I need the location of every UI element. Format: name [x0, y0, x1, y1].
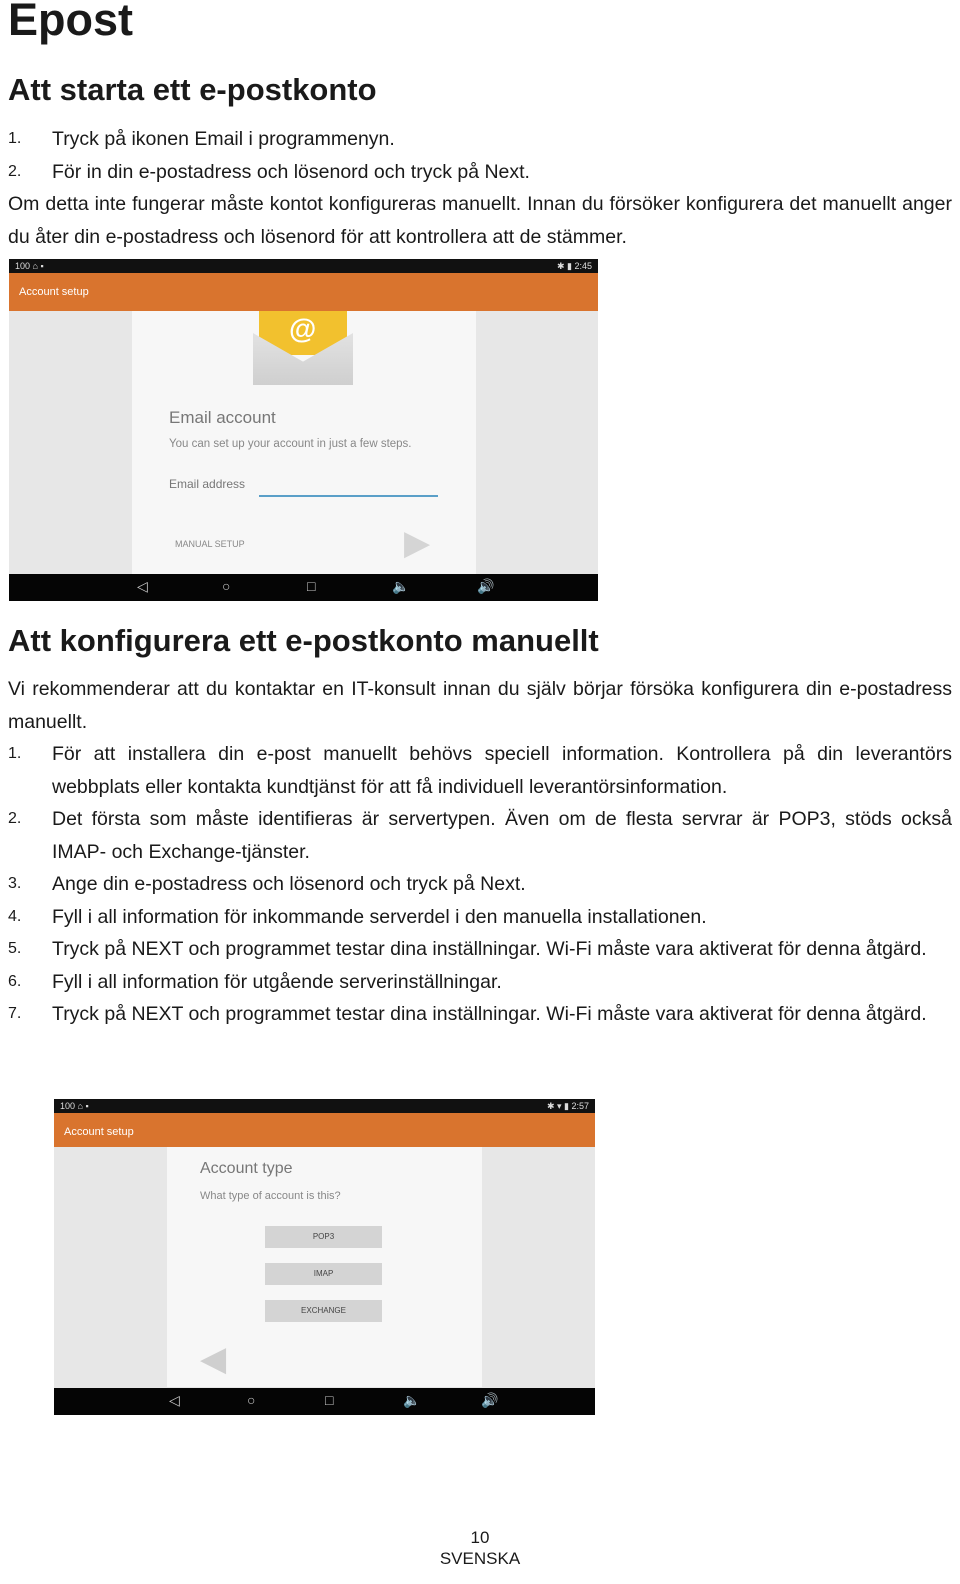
- recents-icon[interactable]: □: [325, 1392, 334, 1408]
- setup-card: [167, 1147, 482, 1387]
- list-item: [8, 933, 952, 966]
- step-text: För in din e-postadress och lösenord och tryck på Next.: [52, 160, 530, 183]
- recents-icon[interactable]: □: [307, 578, 316, 594]
- back-icon[interactable]: ◁: [169, 1392, 180, 1408]
- status-icons-right: ✱ ▾ ▮ 2:57: [546, 1101, 589, 1111]
- list-item: [8, 998, 952, 1031]
- manual-note: Om detta inte fungerar måste kontot konfigureras manuellt. Innan du försöker konfigurera det manuellt anger du åter din e-postadress och lösenord för att kontrollera att de stämmer.: [8, 193, 952, 248]
- page-number: 10: [470, 1528, 490, 1547]
- footer-language: SVENSKA: [439, 1549, 521, 1568]
- volume-up-icon[interactable]: 🔊: [477, 578, 495, 594]
- status-bar: [9, 259, 598, 273]
- status-icons-right: ✱ ▮ 2:45: [556, 261, 592, 271]
- app-bar: [9, 273, 598, 311]
- status-bar: [54, 1099, 595, 1113]
- volume-up-icon[interactable]: 🔊: [481, 1392, 499, 1408]
- status-icons-left: 100 ⌂ ▪: [15, 261, 44, 271]
- section2-steps: [8, 738, 952, 1031]
- section1-heading: Att starta ett e-postkonto: [8, 72, 377, 107]
- status-icons-left: 100 ⌂ ▪: [60, 1101, 89, 1111]
- section2-intro: Vi rekommenderar att du kontaktar en IT-konsult innan du själv börjar försöka konfigurera din e-postadress manuellt.: [8, 678, 952, 733]
- step-number: 2.: [8, 162, 22, 180]
- step-text: Fyll i all information för inkommande serverdel i den manuella installationen.: [52, 905, 707, 928]
- imap-button[interactable]: IMAP: [265, 1263, 382, 1285]
- back-icon[interactable]: ◁: [137, 578, 148, 594]
- page-title: Epost: [8, 0, 134, 45]
- step-text: Tryck på NEXT och programmet testar dina inställningar. Wi-Fi måste vara aktiverat för denna åtgärd.: [52, 1003, 927, 1025]
- email-input[interactable]: [259, 495, 438, 497]
- envelope-icon: [253, 311, 353, 389]
- step-text: Ange din e-postadress och lösenord och tryck på Next.: [52, 873, 526, 895]
- step-number: 6.: [8, 972, 22, 990]
- step-text: För att installera din e-post manuellt behövs speciell information. Kontrollera på din leverantörs webbplats eller kontakta kundtjänst för att få individuell leverantörsinformation.: [52, 743, 952, 798]
- app-bar-title: Account setup: [19, 286, 89, 298]
- manual-setup-button[interactable]: MANUAL SETUP: [175, 539, 245, 549]
- step-number: 4.: [8, 907, 22, 925]
- home-icon[interactable]: ○: [247, 1392, 256, 1408]
- navigation-bar: [9, 574, 598, 601]
- list-item: [8, 901, 952, 934]
- step-number: 1.: [8, 745, 22, 762]
- card-subtitle: What type of account is this?: [200, 1190, 341, 1202]
- email-label: Email address: [169, 477, 246, 491]
- card-subtitle: You can set up your account in just a few steps.: [169, 438, 412, 450]
- step-number: 1.: [8, 130, 22, 147]
- email-setup-screenshot: [9, 259, 598, 601]
- list-item: [8, 156, 952, 189]
- step-text: Det första som måste identifieras är servertypen. Även om de flesta servrar är POP3, stöds också IMAP- och Exchange-tjänster.: [52, 808, 952, 863]
- list-item: [8, 738, 952, 803]
- volume-down-icon[interactable]: 🔈: [403, 1392, 421, 1408]
- list-item: [8, 803, 952, 868]
- list-item: [8, 966, 952, 999]
- list-item: [8, 123, 952, 156]
- app-bar: [54, 1113, 595, 1147]
- section2-heading: Att konfigurera ett e-postkonto manuellt: [8, 623, 599, 658]
- next-icon[interactable]: ▶: [404, 524, 431, 562]
- navigation-bar: [54, 1388, 595, 1415]
- step-text: Tryck på NEXT och programmet testar dina inställningar. Wi-Fi måste vara aktiverat för denna åtgärd.: [52, 938, 927, 960]
- setup-card: [132, 311, 476, 574]
- app-bar-title: Account setup: [64, 1126, 134, 1138]
- section1-steps: [8, 123, 952, 188]
- step-number: 5.: [8, 940, 22, 957]
- card-title: Email account: [169, 408, 276, 427]
- step-number: 2.: [8, 810, 22, 827]
- list-item: [8, 868, 952, 901]
- step-number: 7.: [8, 1005, 22, 1022]
- home-icon[interactable]: ○: [222, 578, 231, 594]
- step-text: Tryck på ikonen Email i programmenyn.: [52, 128, 395, 150]
- back-arrow-icon[interactable]: ◀: [200, 1340, 227, 1378]
- step-text: Fyll i all information för utgående serverinställningar.: [52, 970, 502, 993]
- at-symbol: @: [289, 313, 317, 344]
- pop3-button[interactable]: POP3: [265, 1226, 382, 1248]
- step-number: 3.: [8, 875, 22, 892]
- volume-down-icon[interactable]: 🔈: [392, 578, 410, 594]
- card-title: Account type: [200, 1160, 293, 1177]
- exchange-button[interactable]: EXCHANGE: [265, 1300, 382, 1322]
- account-type-screenshot: [54, 1099, 595, 1415]
